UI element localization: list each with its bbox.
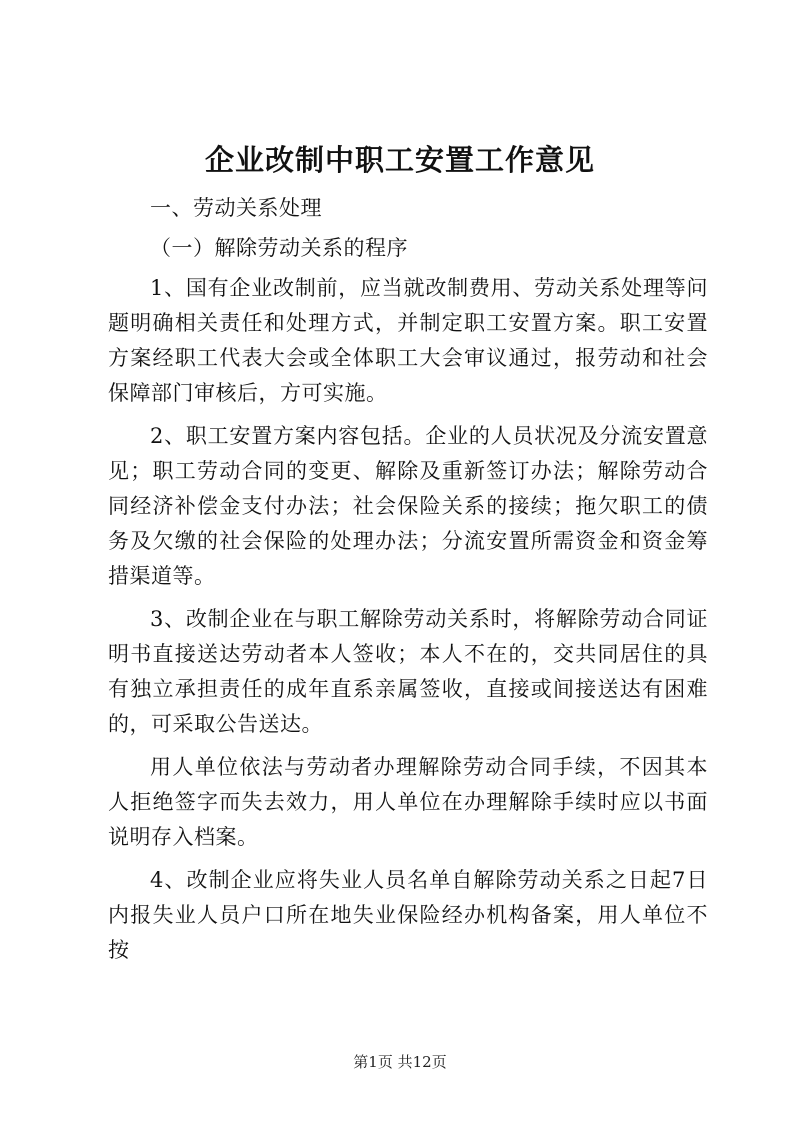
page-number-footer: 第1页 共12页 [353, 1053, 447, 1071]
subsection-heading: （一）解除劳动关系的程序 [150, 236, 408, 260]
paragraph-1: 1、国有企业改制前，应当就改制费用、劳动关系处理等问题明确相关责任和处理方式，并制定职工安置方案。职工安置方案经职工代表大会或全体职工大会审议通过，报劳动和社会保障部门审核后，方可实施。 [108, 276, 708, 405]
section-heading: 一、劳动关系处理 [150, 196, 322, 220]
document-body [108, 191, 708, 976]
paragraph-4: 用人单位依法与劳动者办理解除劳动合同手续，不因其本人拒绝签字而失去效力，用人单位在办理解除手续时应以书面说明存入档案。 [108, 755, 708, 849]
paragraph-5: 4、改制企业应将失业人员名单自解除劳动关系之日起7日内报失业人员户口所在地失业保险经办机构备案，用人单位不按 [108, 868, 708, 962]
document-title: 企业改制中职工安置工作意见 [204, 143, 595, 177]
paragraph-3: 3、改制企业在与职工解除劳动关系时，将解除劳动合同证明书直接送达劳动者本人签收；本人不在的，交共同居住的具有独立承担责任的成年直系亲属签收，直接或间接送达有困难的，可采取公告送达。 [108, 607, 708, 736]
paragraph-2: 2、职工安置方案内容包括。企业的人员状况及分流安置意见；职工劳动合同的变更、解除及重新签订办法；解除劳动合同经济补偿金支付办法；社会保险关系的接续；拖欠职工的债务及欠缴的社会保险的处理办法；分流安置所需资金和资金筹措渠道等。 [108, 424, 708, 588]
